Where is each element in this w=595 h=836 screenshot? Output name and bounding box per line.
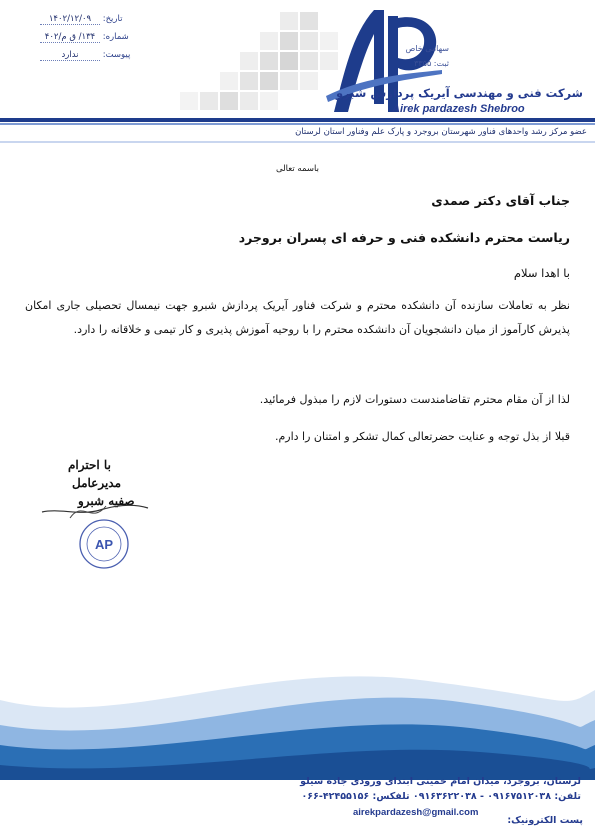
number-label: شماره: bbox=[102, 32, 129, 42]
company-name-en: Airek pardazesh Shebroo bbox=[392, 103, 525, 115]
signer-org: صفیه شبرو bbox=[78, 494, 135, 508]
attachment-row bbox=[40, 50, 130, 61]
paragraph-3: قبلا از بذل توجه و عنایت حضرتعالی کمال تشکر و امتنان را دارم. bbox=[274, 430, 570, 443]
mosaic-tile bbox=[300, 12, 318, 30]
bismillah: باسمه تعالی bbox=[276, 164, 319, 174]
registration-number: ثبت: ۳۳۵۵ bbox=[414, 59, 449, 68]
email-address[interactable]: airekpardazesh@gmail.com bbox=[353, 807, 479, 818]
mosaic-tile bbox=[260, 52, 278, 70]
company-seal-stamp bbox=[78, 518, 130, 570]
attachment-label: پیوست: bbox=[102, 50, 131, 60]
recipient-title: ریاست محترم دانشکده فنی و حرفه ای پسران بروجرد bbox=[238, 230, 570, 245]
date-value: ۱۴۰۲/۱۲/۰۹ bbox=[40, 14, 100, 25]
company-name-fa: شرکت فنی و مهندسی آیریک پردازش شبرو bbox=[336, 86, 583, 100]
number-value: ۱۳۴/ ق م/۴۰۲ bbox=[40, 32, 100, 43]
recipient-name: جناب آقای دکتر صمدی bbox=[431, 193, 570, 208]
mosaic-tile bbox=[300, 72, 318, 90]
footer-waves-decoration bbox=[0, 640, 595, 790]
paragraph-1: نظر به تعاملات سازنده آن دانشکده محترم و شرکت فناور آیریک پردازش شبرو جهت نیمسال تحصیلی جاری امکان پذیرش کارآموز از میان دانشجویان آن دانشکده محترم را با روحیه آموزش پذیری و کار تیمی و خلاقانه را دارد. bbox=[25, 299, 570, 336]
header-divider-dark bbox=[0, 118, 595, 122]
mosaic-tile bbox=[280, 52, 298, 70]
header-divider-pale bbox=[0, 141, 595, 143]
mosaic-tile bbox=[220, 72, 238, 90]
mosaic-tile bbox=[220, 92, 238, 110]
mosaic-tile bbox=[300, 32, 318, 50]
mosaic-tile bbox=[180, 92, 198, 110]
mosaic-tile bbox=[260, 32, 278, 50]
footer-address: لرستان، بروجرد، میدان امام خمینی ابتدای ورودی جاده سیلو bbox=[300, 776, 581, 787]
mosaic-tile bbox=[280, 72, 298, 90]
email-label: پست الکترونیک: bbox=[507, 815, 583, 826]
membership-line: عضو مرکز رشد واحدهای فناور شهرستان بروجرد و پارک علم وفناور استان لرستان bbox=[295, 127, 587, 137]
date-row bbox=[40, 14, 122, 25]
greeting: با اهدا سلام bbox=[513, 266, 570, 280]
number-row bbox=[40, 32, 129, 43]
registration-type: سهامی خاص bbox=[405, 44, 449, 53]
mosaic-tile bbox=[200, 92, 218, 110]
mosaic-tile bbox=[260, 92, 278, 110]
header-divider-light bbox=[0, 123, 595, 125]
paragraph-2: لذا از آن مقام محترم تقاضامندست دستورات لازم را مبذول فرمائید. bbox=[259, 393, 570, 406]
mosaic-tile bbox=[240, 92, 258, 110]
attachment-value: ندارد bbox=[40, 50, 100, 61]
signer-title: مدیرعامل bbox=[72, 476, 122, 490]
mosaic-tile bbox=[240, 72, 258, 90]
mosaic-tile bbox=[280, 12, 298, 30]
mosaic-tile bbox=[300, 52, 318, 70]
seal-logo: AP bbox=[94, 537, 114, 552]
closing: با احترام bbox=[68, 458, 111, 472]
header-mosaic-decoration bbox=[150, 2, 350, 122]
date-label: تاریخ: bbox=[102, 14, 123, 24]
footer-phones: تلفن: ۰۹۱۶۷۵۱۲۰۳۸ - ۰۹۱۶۳۶۲۲۰۳۸ تلفکس: ۴۲۴۵۵۱۵۶-۰۶۶ bbox=[301, 791, 581, 802]
mosaic-tile bbox=[240, 52, 258, 70]
mosaic-tile bbox=[280, 32, 298, 50]
mosaic-tile bbox=[260, 72, 278, 90]
